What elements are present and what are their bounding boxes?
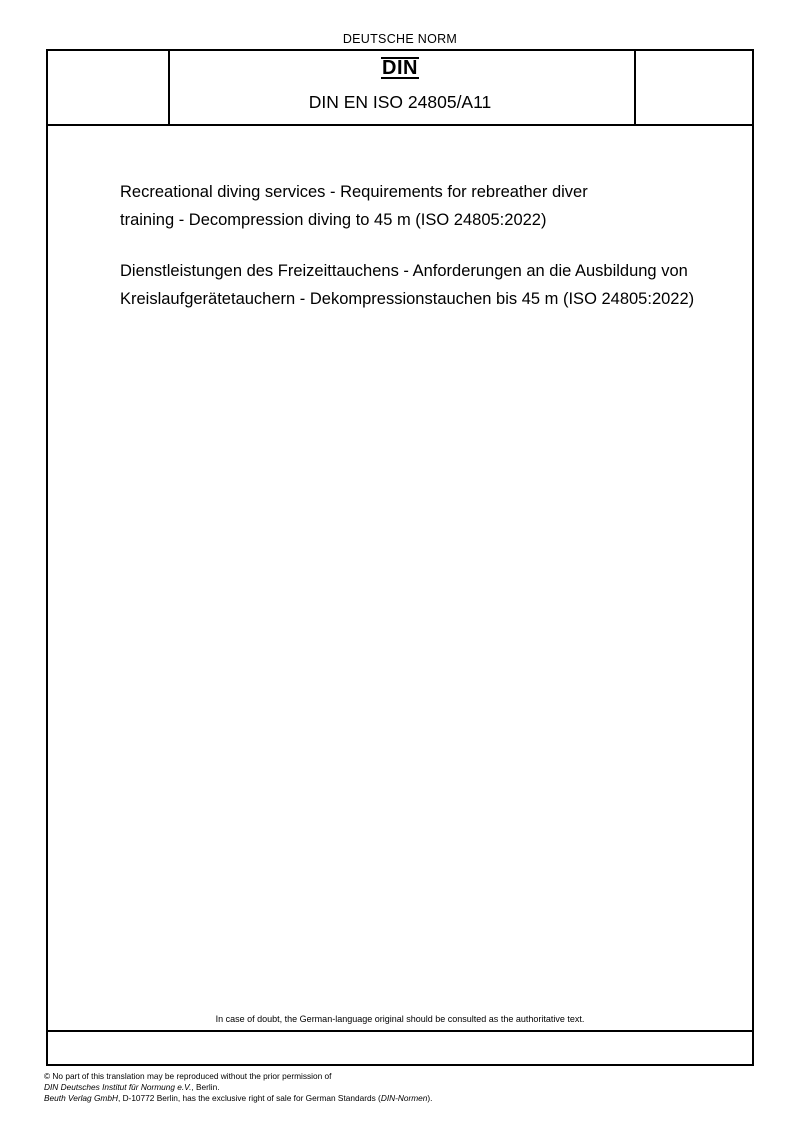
din-logo-text: DIN — [382, 57, 418, 79]
copyright-line3-end: ). — [427, 1093, 433, 1103]
copyright-line3 — [44, 1093, 432, 1104]
document-type-label: DEUTSCHE NORM — [342, 32, 458, 46]
page-frame — [46, 49, 754, 1066]
german-title-line2: Kreislaufgerätetauchern - Dekompressionstauchen bis 45 m (ISO 24805:2022) — [120, 290, 695, 308]
din-logo — [48, 57, 752, 80]
copyright-line2-rest: , Berlin. — [191, 1082, 220, 1092]
authoritative-text-note: In case of doubt, the German-language original should be consulted as the authoritative text. — [215, 1014, 585, 1024]
copyright-notice — [44, 1071, 432, 1104]
english-title-line1: Recreational diving services - Requirements for rebreather diver — [120, 183, 588, 201]
din-institute-name: DIN Deutsches Institut für Normung e.V. — [44, 1082, 192, 1092]
copyright-line2 — [44, 1082, 432, 1093]
header-row — [48, 51, 752, 126]
standard-number: DIN EN ISO 24805/A11 — [308, 92, 492, 112]
copyright-line3-mid: , D-10772 Berlin, has the exclusive right of sale for German Standards ( — [117, 1093, 381, 1103]
publisher-name: Beuth Verlag GmbH — [44, 1093, 118, 1103]
din-normen-term: DIN-Normen — [380, 1093, 428, 1103]
english-title — [120, 178, 740, 234]
german-title-line1: Dienstleistungen des Freizeittauchens - Anforderungen an die Ausbildung von — [120, 262, 688, 280]
footer-divider — [48, 1030, 752, 1032]
english-title-line2: training - Decompression diving to 45 m (ISO 24805:2022) — [120, 211, 547, 229]
german-title — [120, 257, 740, 313]
copyright-line1: © No part of this translation may be reproduced without the prior permission of — [44, 1071, 332, 1081]
